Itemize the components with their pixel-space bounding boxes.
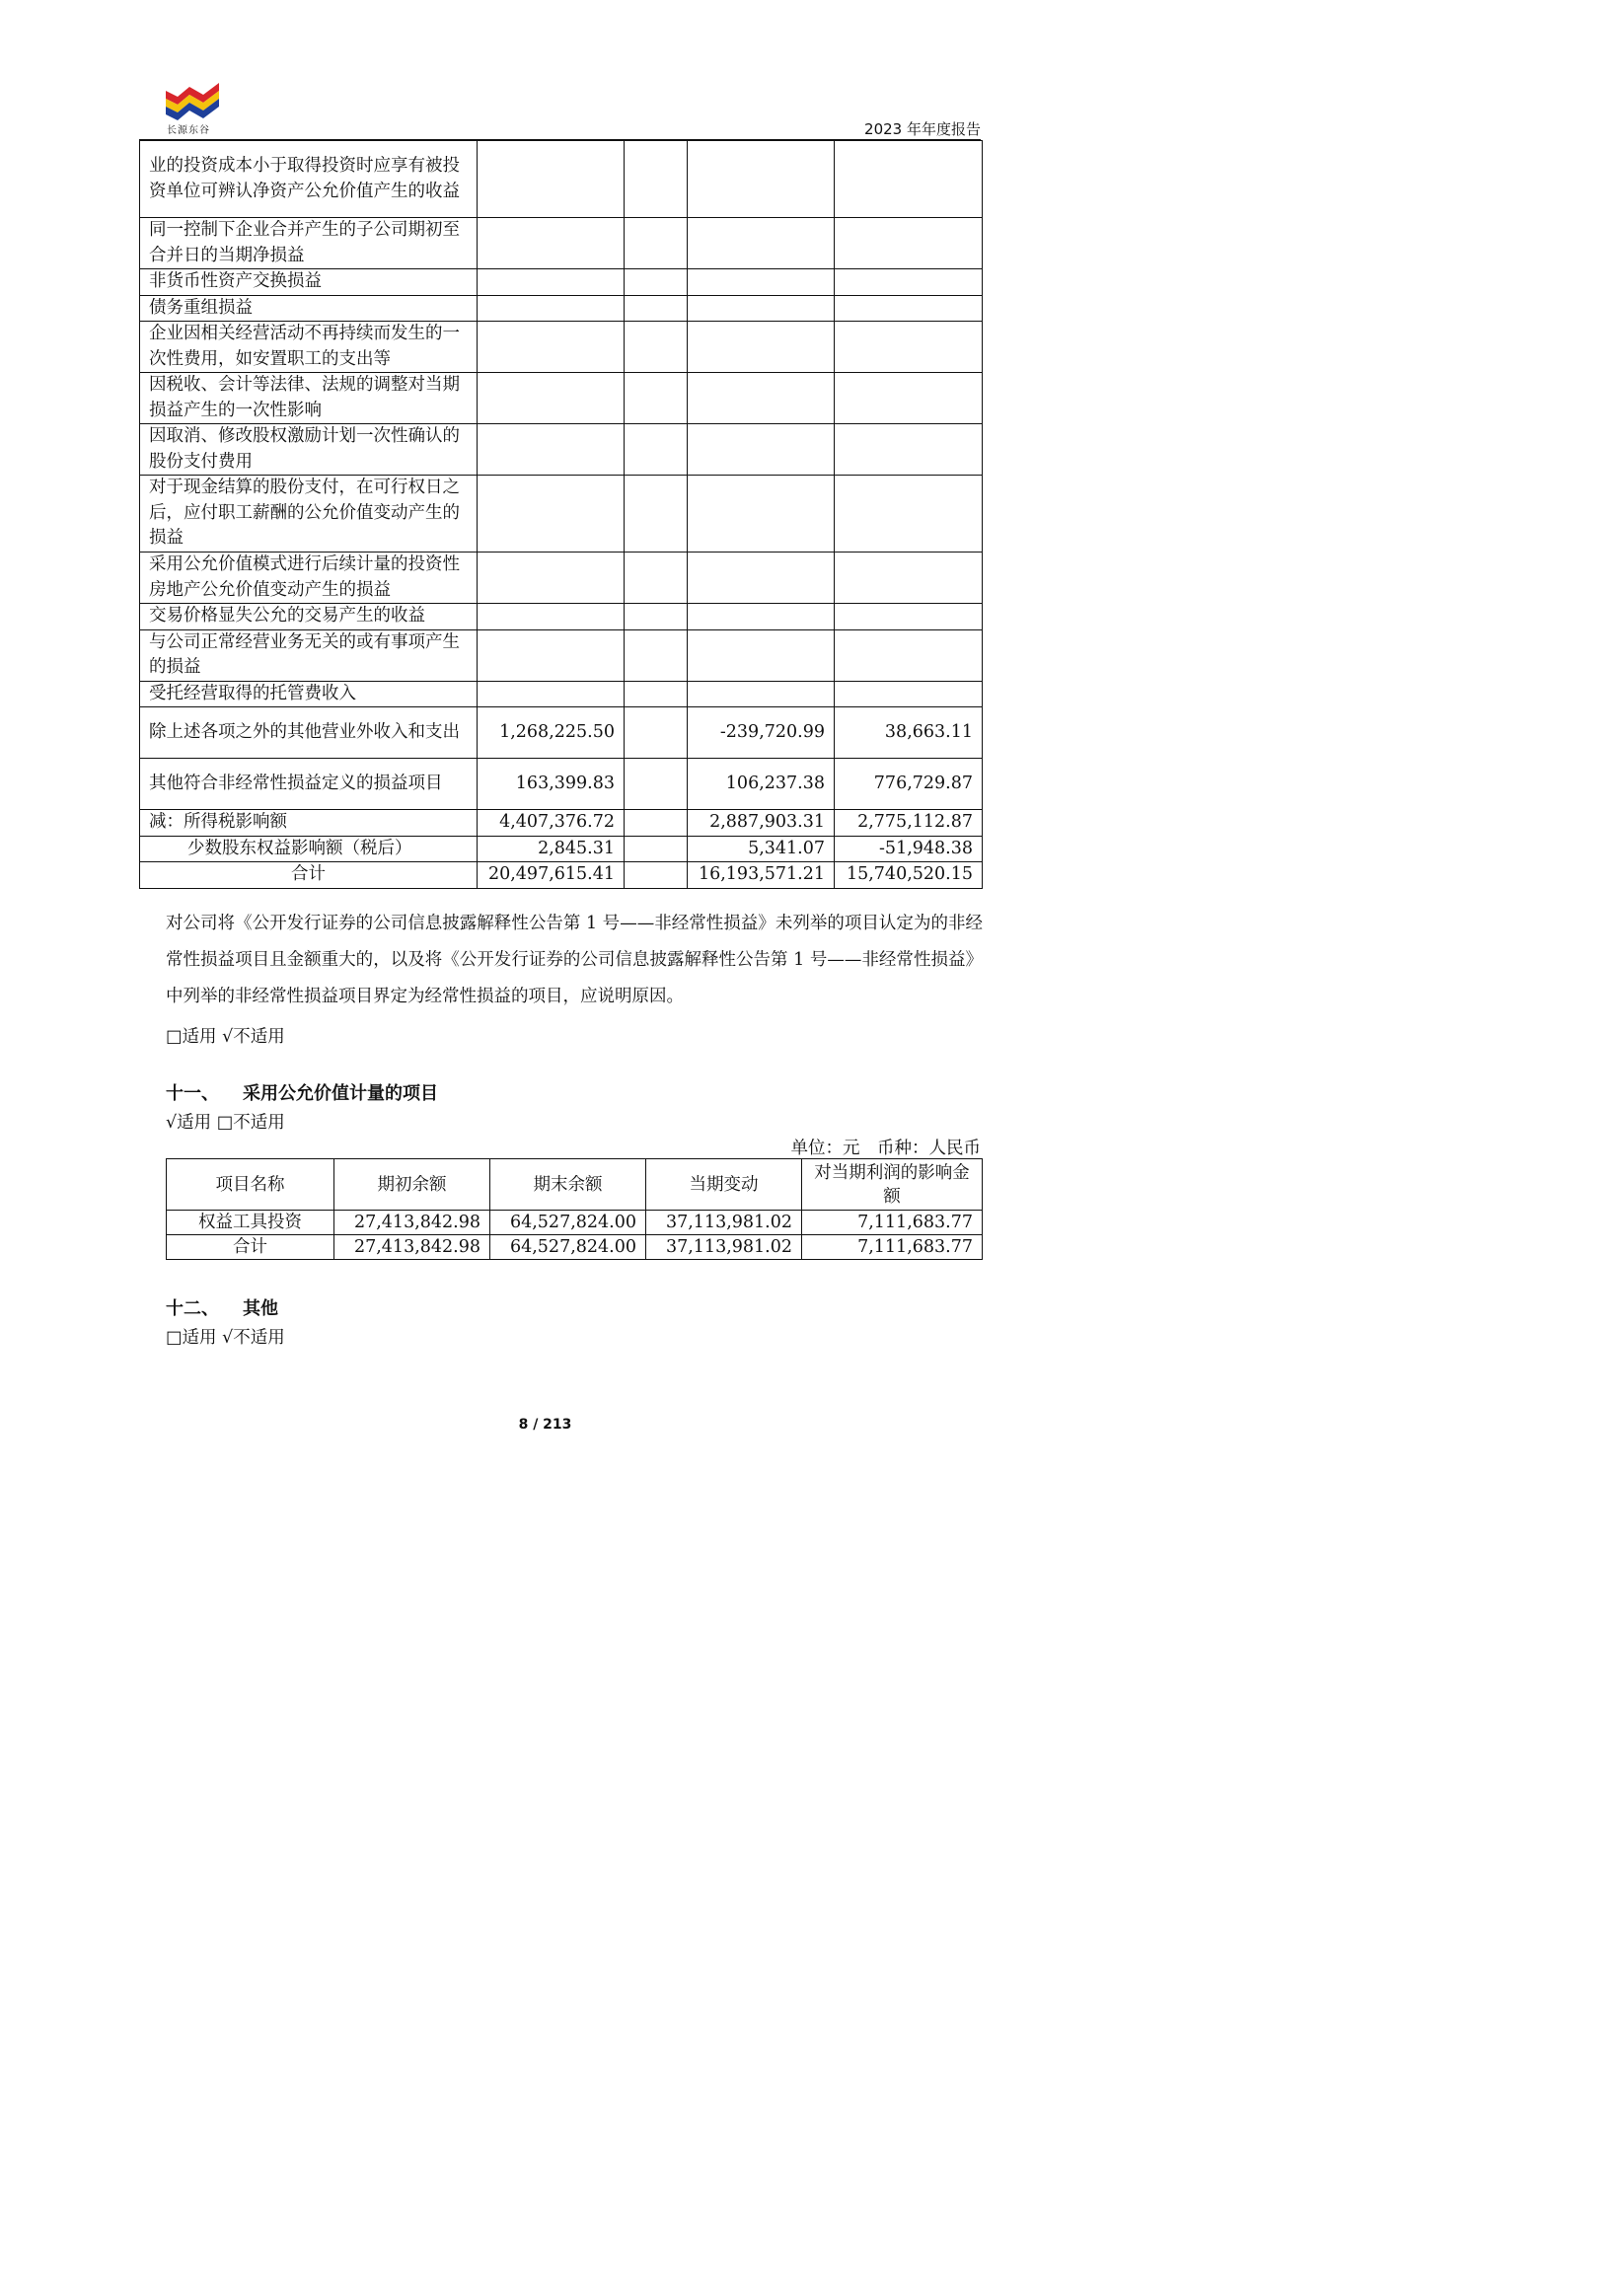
table-cell	[625, 476, 688, 553]
table-cell	[478, 629, 625, 681]
table-cell: 64,527,824.00	[490, 1235, 646, 1260]
table-cell	[835, 553, 983, 604]
table-row	[140, 476, 983, 553]
table-row	[140, 707, 983, 759]
table-cell	[478, 476, 625, 553]
table-row	[140, 269, 983, 296]
table-cell	[835, 269, 983, 296]
table-cell: 2,887,903.31	[688, 810, 835, 837]
table-cell: 37,113,981.02	[646, 1211, 802, 1235]
table-row	[140, 681, 983, 707]
table-cell	[625, 707, 688, 759]
table-cell	[478, 141, 625, 218]
table-cell	[478, 295, 625, 322]
table-row	[140, 836, 983, 862]
table-row	[140, 322, 983, 373]
table-cell	[835, 604, 983, 630]
table-cell	[625, 269, 688, 296]
table-cell	[835, 681, 983, 707]
table-cell	[688, 629, 835, 681]
applicability-status-2: √适用 □不适用	[166, 1113, 285, 1133]
section-number: 十二、	[166, 1298, 219, 1319]
table-cell	[688, 141, 835, 218]
row-label: 合计	[140, 862, 478, 889]
table-cell	[625, 604, 688, 630]
table-header: 期末余额	[490, 1159, 646, 1211]
table-cell: 776,729.87	[835, 759, 983, 810]
row-label: 因税收、会计等法律、法规的调整对当期损益产生的一次性影响	[140, 373, 478, 424]
table-cell: 27,413,842.98	[334, 1211, 490, 1235]
table-cell	[835, 141, 983, 218]
table-cell	[478, 424, 625, 476]
section-heading-11	[166, 1079, 438, 1105]
row-label: 企业因相关经营活动不再持续而发生的一次性费用，如安置职工的支出等	[140, 322, 478, 373]
table-cell: 27,413,842.98	[334, 1235, 490, 1260]
table-cell	[688, 424, 835, 476]
table-cell	[835, 295, 983, 322]
table-cell	[478, 681, 625, 707]
section-title: 采用公允价值计量的项目	[243, 1083, 438, 1104]
table-cell	[478, 604, 625, 630]
row-label: 因取消、修改股权激励计划一次性确认的股份支付费用	[140, 424, 478, 476]
table-cell	[625, 836, 688, 862]
table-row	[140, 141, 983, 218]
row-label: 受托经营取得的托管费收入	[140, 681, 478, 707]
row-label: 与公司正常经营业务无关的或有事项产生的损益	[140, 629, 478, 681]
table-cell	[478, 373, 625, 424]
table-cell: 2,845.31	[478, 836, 625, 862]
table-cell	[835, 373, 983, 424]
table-row	[140, 218, 983, 269]
table-row	[140, 295, 983, 322]
table-header: 期初余额	[334, 1159, 490, 1211]
logo-text: 长源东谷	[167, 125, 210, 136]
table-cell: 64,527,824.00	[490, 1211, 646, 1235]
table-cell: 权益工具投资	[167, 1211, 334, 1235]
table-cell	[625, 218, 688, 269]
table-cell: -51,948.38	[835, 836, 983, 862]
table-cell	[625, 373, 688, 424]
table-cell	[478, 269, 625, 296]
table-cell: 合计	[167, 1235, 334, 1260]
table-cell: 7,111,683.77	[802, 1235, 983, 1260]
table-cell: 7,111,683.77	[802, 1211, 983, 1235]
table-cell	[688, 476, 835, 553]
table-cell	[478, 218, 625, 269]
table-cell	[478, 322, 625, 373]
table-cell	[835, 629, 983, 681]
table-cell	[625, 141, 688, 218]
table-header: 项目名称	[167, 1159, 334, 1211]
table-cell	[625, 553, 688, 604]
table-cell	[688, 604, 835, 630]
table-row	[140, 373, 983, 424]
note-paragraph: 对公司将《公开发行证券的公司信息披露解释性公告第 1 号——非经常性损益》未列举的项目认定为的非经常性损益项目且金额重大的，以及将《公开发行证券的公司信息披露解释性公告第 1 号——非经常性损益》中列举的非经常性损益项目界定为经常性损益的项目，应说明原因。	[166, 914, 983, 1006]
section-title: 其他	[243, 1298, 278, 1319]
table-cell	[688, 295, 835, 322]
table-row	[140, 604, 983, 630]
table-cell	[835, 218, 983, 269]
table-row	[140, 759, 983, 810]
table-cell	[625, 295, 688, 322]
applicability-status-1: □适用 √不适用	[166, 1027, 285, 1047]
table-cell	[688, 373, 835, 424]
row-label: 对于现金结算的股份支付，在可行权日之后，应付职工薪酬的公允价值变动产生的损益	[140, 476, 478, 553]
table-cell: 1,268,225.50	[478, 707, 625, 759]
table-row	[140, 629, 983, 681]
table-cell: 15,740,520.15	[835, 862, 983, 889]
table-cell	[478, 553, 625, 604]
table-cell: 5,341.07	[688, 836, 835, 862]
row-label: 少数股东权益影响额（税后）	[140, 836, 478, 862]
table-cell: 2,775,112.87	[835, 810, 983, 837]
table-cell	[625, 810, 688, 837]
table-cell	[688, 218, 835, 269]
table-row	[167, 1211, 983, 1235]
row-label: 交易价格显失公允的交易产生的收益	[140, 604, 478, 630]
table-cell: 163,399.83	[478, 759, 625, 810]
non-recurring-items-table	[139, 140, 983, 889]
table-row	[140, 810, 983, 837]
applicability-status-3: □适用 √不适用	[166, 1328, 285, 1348]
fair-value-items-table	[166, 1158, 983, 1260]
table-cell	[625, 681, 688, 707]
page-number: 8 / 213	[518, 1417, 572, 1433]
table-cell	[688, 322, 835, 373]
section-number: 十一、	[166, 1083, 219, 1104]
table-row	[140, 424, 983, 476]
row-label: 其他符合非经常性损益定义的损益项目	[140, 759, 478, 810]
table-cell	[625, 424, 688, 476]
table-header: 对当期利润的影响金额	[802, 1159, 983, 1211]
table-cell	[835, 322, 983, 373]
row-label: 同一控制下企业合并产生的子公司期初至合并日的当期净损益	[140, 218, 478, 269]
row-label: 非货币性资产交换损益	[140, 269, 478, 296]
table-cell	[835, 476, 983, 553]
row-label: 除上述各项之外的其他营业外收入和支出	[140, 707, 478, 759]
table-cell: 20,497,615.41	[478, 862, 625, 889]
table-cell	[688, 681, 835, 707]
table-cell	[625, 322, 688, 373]
section-heading-12	[166, 1294, 278, 1320]
table-cell: -239,720.99	[688, 707, 835, 759]
table-cell	[835, 424, 983, 476]
table-cell: 106,237.38	[688, 759, 835, 810]
table-cell: 4,407,376.72	[478, 810, 625, 837]
row-label: 采用公允价值模式进行后续计量的投资性房地产公允价值变动产生的损益	[140, 553, 478, 604]
table-cell	[625, 862, 688, 889]
table-cell	[688, 269, 835, 296]
table-row	[167, 1235, 983, 1260]
report-title: 2023 年年度报告	[864, 120, 981, 138]
table-cell: 38,663.11	[835, 707, 983, 759]
table-cell: 16,193,571.21	[688, 862, 835, 889]
table-cell: 37,113,981.02	[646, 1235, 802, 1260]
table-row	[140, 862, 983, 889]
unit-currency-line: 单位：元 币种：人民币	[790, 1139, 981, 1158]
table-cell	[625, 759, 688, 810]
row-label: 业的投资成本小于取得投资时应享有被投资单位可辨认净资产公允价值产生的收益	[140, 141, 478, 218]
table-cell	[688, 553, 835, 604]
row-label: 减：所得税影响额	[140, 810, 478, 837]
table-row	[140, 553, 983, 604]
table-cell	[625, 629, 688, 681]
table-header: 当期变动	[646, 1159, 802, 1211]
row-label: 债务重组损益	[140, 295, 478, 322]
